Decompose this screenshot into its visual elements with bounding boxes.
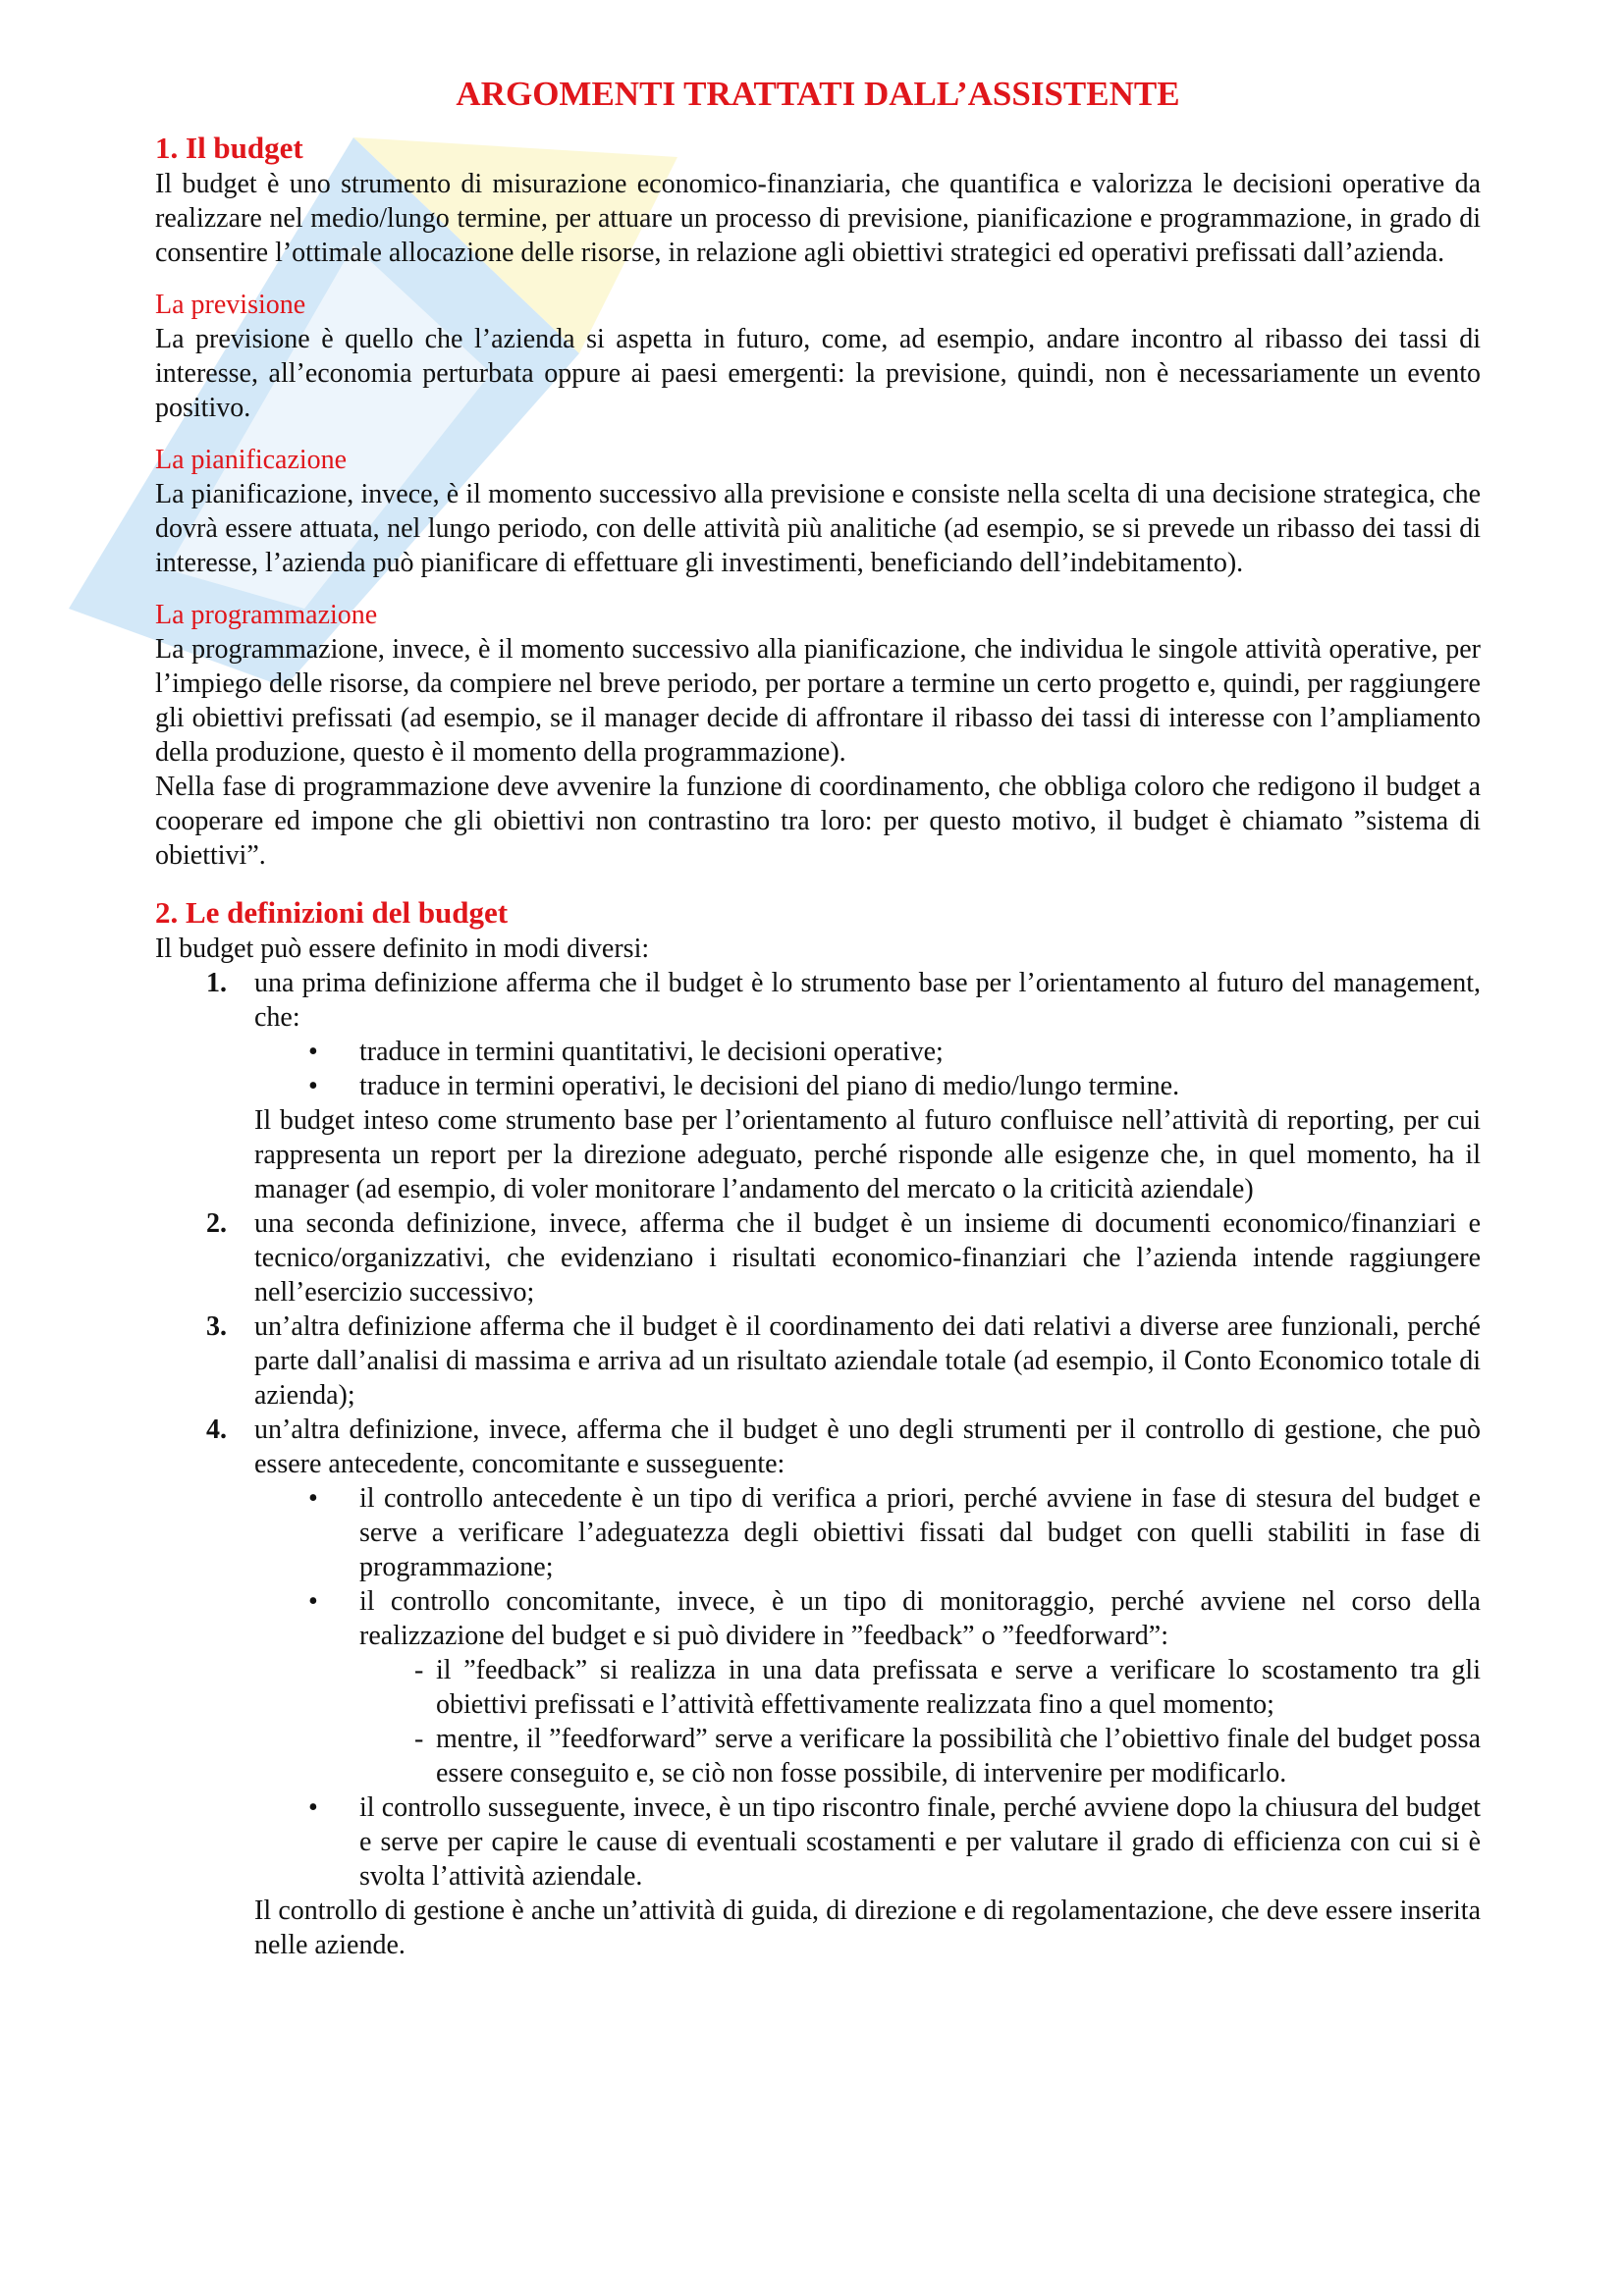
list-item: 3. un’altra definizione afferma che il budget è il coordinamento dei dati relativi a diverse aree funzionali, perché parte dall’analisi di massima e arriva ad un risultato aziendale totale (ad esempio, il Conto Economico totale di azienda); [206, 1311, 1481, 1411]
bullet-item: • il controllo concomitante, invece, è un tipo di monitoraggio, perché avviene nel corso della realizzazione del budget e si può dividere in ”feedback” o ”feedforward”: - il ”feedback” si realizza in una data prefissata e serve a verificare lo scostamento tra gli obiettivi prefissati e l’attività effettivamente realizzata fino a quel momento; - mentre, il ”feedforward” serve a verificare la possibilità che l’obiettivo finale del budget possa essere conseguito e, se ciò non fosse possibile, di intervenire per modificarlo. [308, 1586, 1481, 1789]
section-heading-definizioni: 2. Le definizioni del budget [155, 895, 509, 930]
document-page [155, 73, 1481, 1962]
subheading-previsione: La previsione [155, 290, 306, 320]
paragraph: La previsione è quello che l’azienda si aspetta in futuro, come, ad esempio, andare incontro al ribasso dei tassi di interesse, all’economia perturbata oppure ai paesi emergenti: la previsione, quindi, non è necessariamente un evento positivo. [155, 324, 1481, 423]
section-heading-budget: 1. Il budget [155, 131, 303, 165]
dash-icon: - [414, 1724, 424, 1754]
bullet-icon: • [308, 1037, 318, 1067]
paragraph: Il budget può essere definito in modi diversi: [155, 934, 650, 964]
bullet-item: • traduce in termini operativi, le decisioni del piano di medio/lungo termine. [308, 1071, 1180, 1101]
bullet-item: • traduce in termini quantitativi, le decisioni operative; [308, 1037, 944, 1067]
list-item: 2. una seconda definizione, invece, afferma che il budget è un insieme di documenti economico/finanziari e tecnico/organizzativi, che evidenziano i risultati economico-finanziari che l’azienda intende raggiungere nell’esercizio successivo; [206, 1208, 1481, 1308]
document-title: ARGOMENTI TRATTATI DALL’ASSISTENTE [456, 75, 1180, 113]
subheading-pianificazione: La pianificazione [155, 445, 348, 475]
dash-item: - mentre, il ”feedforward” serve a verificare la possibilità che l’obiettivo finale del budget possa essere conseguito e, se ciò non fosse possibile, di intervenire per modificarlo. [414, 1724, 1481, 1789]
bullet-item: • il controllo susseguente, invece, è un tipo riscontro finale, perché avviene dopo la chiusura del budget e serve per capire le cause di eventuali scostamenti e per valutare il grado di efficienza con cui si è svolta l’attività aziendale. [308, 1792, 1481, 1892]
bullet-item: • il controllo antecedente è un tipo di verifica a priori, perché avviene in fase di stesura del budget e serve a verificare l’adeguatezza degli obiettivi fissati dal budget con quelli stabiliti in fase di programmazione; [308, 1483, 1481, 1582]
dash-icon: - [414, 1655, 424, 1685]
definitions-list [155, 966, 1481, 1962]
bullet-icon: • [308, 1483, 318, 1514]
bullet-icon: • [308, 1071, 318, 1101]
list-item: 4. un’altra definizione, invece, afferma che il budget è uno degli strumenti per il controllo di gestione, che può essere antecedente, concomitante e susseguente: • il controllo antecedente è un tipo di verifica a priori, perché avviene in fase di stesura del budget e serve a verificare l’adeguatezza degli obiettivi fissati dal budget con quelli stabiliti in fase di programmazione; • il controllo concomitante, invece, è un tipo di monitoraggio, perché avviene nel corso della realizzazione del budget e si può dividere in ”feedback” o ”feedforward”: - il ”feedback” si realizza in una data prefissata e serve a verificare lo scostamento tra gli obiettivi prefissati e l’attività effettivamente realizzata fino a quel momento; - mentre, il ”feedforward” serve a verificare la possibilità che l’obiettivo finale del budget possa essere conseguito e, se ciò non fosse possibile, di intervenire per modificarlo. • il controllo susseguente, invece, è un tipo riscontro finale, perché avviene dopo la chiusura del budget e serve per capire le cause di eventuali scostamenti e per valutare il grado di efficienza con cui si è svolta l’attività aziendale. Il controllo di gestione è anche un’attività di guida, di direzione e di regolamentazione, che deve essere inserita nelle aziende. [206, 1415, 1481, 1960]
list-item: 1. una prima definizione afferma che il budget è lo strumento base per l’orientamento al futuro del management, che: • traduce in termini quantitativi, le decisioni operative; • traduce in termini operativi, le decisioni del piano di medio/lungo termine. Il budget inteso come strumento base per l’orientamento al futuro confluisce nell’attività di reporting, per cui rappresenta un report per la direzione adeguato, perché risponde alle esigenze che, in quel momento, ha il manager (ad esempio, di voler monitorare l’andamento del mercato o la criticità aziendale) [206, 968, 1481, 1204]
paragraph: La pianificazione, invece, è il momento successivo alla previsione e consiste nella scelta di una decisione strategica, che dovrà essere attuata, nel lungo periodo, con delle attività più analitiche (ad esempio, se si prevede un ribasso dei tassi di interesse, l’azienda può pianificare di effettuare gli investimenti, beneficiando dell’indebitamento). [155, 479, 1481, 578]
subheading-programmazione: La programmazione [155, 600, 378, 630]
dash-item: - il ”feedback” si realizza in una data prefissata e serve a verificare lo scostamento tra gli obiettivi prefissati e l’attività effettivamente realizzata fino a quel momento; [414, 1655, 1481, 1720]
paragraph: La programmazione, invece, è il momento successivo alla pianificazione, che individua le singole attività operative, per l’impiego delle risorse, da compiere nel breve periodo, per portare a termine un certo progetto e, quindi, per raggiungere gli obiettivi prefissati (ad esempio, se il manager decide di affrontare il ribasso dei tassi di interesse con l’ampliamento della produzione, questo è il momento della programmazione). [155, 634, 1481, 768]
bullet-icon: • [308, 1586, 318, 1617]
paragraph: Il budget è uno strumento di misurazione economico-finanziaria, che quantifica e valorizza le decisioni operative da realizzare nel medio/lungo termine, per attuare un processo di previsione, pianificazione e programmazione, in grado di consentire l’ottimale allocazione delle risorse, in relazione agli obiettivi strategici ed operativi prefissati dall’azienda. [155, 169, 1481, 268]
paragraph: Nella fase di programmazione deve avvenire la funzione di coordinamento, che obbliga coloro che redigono il budget a cooperare ed impone che gli obiettivi non contrastino tra loro: per questo motivo, il budget è chiamato ”sistema di obiettivi”. [155, 772, 1481, 871]
bullet-icon: • [308, 1792, 318, 1823]
